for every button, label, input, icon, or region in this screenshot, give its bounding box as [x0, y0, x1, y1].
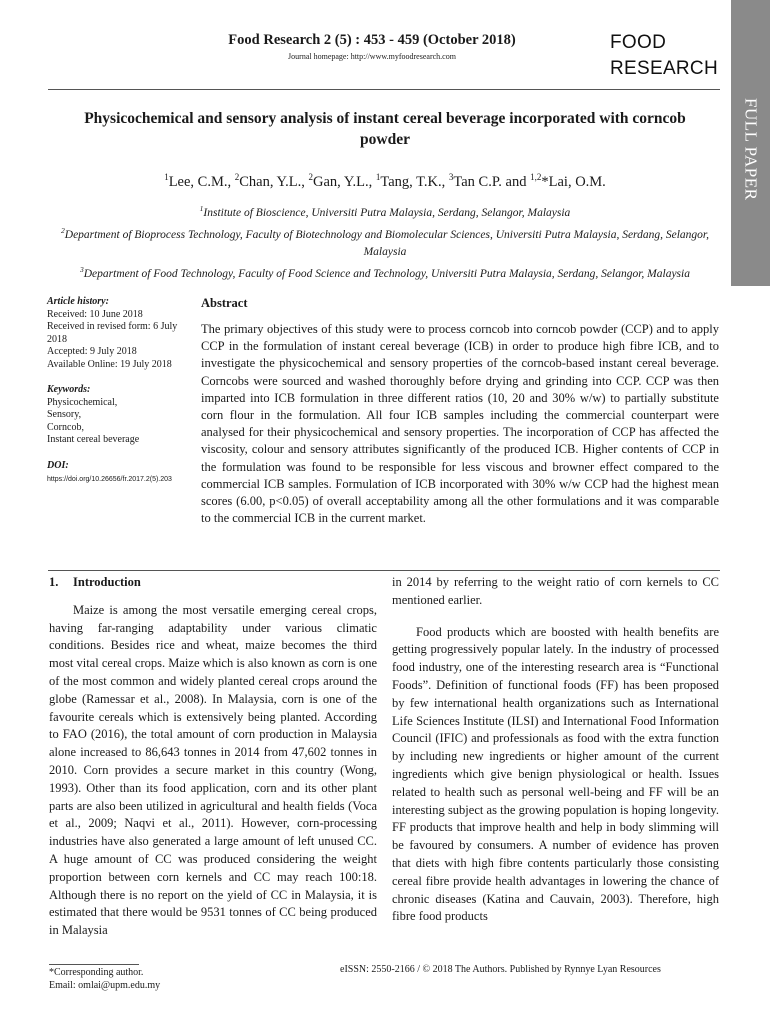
journal-citation: Food Research 2 (5) : 453 - 459 (October 2018)	[228, 32, 516, 48]
logo-line-research: RESEARCH	[610, 58, 718, 79]
author-affiliation-mark: 1,2	[530, 172, 542, 182]
issn-line: eISSN: 2550-2166 / © 2018 The Authors. Published by Rynnye Lyan Resources	[340, 964, 661, 975]
author-affiliation-mark: 2	[308, 172, 314, 182]
section-heading	[49, 574, 377, 592]
section-title: Introduction	[73, 575, 141, 589]
footnote-divider	[49, 964, 139, 965]
side-tab-label: FULL PAPER	[741, 97, 761, 201]
keyword-item: Corncob,	[47, 421, 84, 433]
history-item: Accepted: 9 July 2018	[47, 346, 137, 357]
affiliation-mark: 2	[61, 225, 65, 235]
corresponding-author: *Corresponding author.	[49, 967, 144, 978]
author-list	[40, 172, 730, 191]
author-name: Chan, Y.L.,	[239, 173, 309, 190]
article-info	[47, 296, 197, 487]
author-name: Gan, Y.L.,	[313, 173, 376, 190]
keywords-heading: Keywords:	[47, 384, 91, 395]
paragraph: Maize is among the most versatile emerging cereal crops, having far-ranging adaptability under various climatic conditions. Besides rice and wheat, maize becomes the third most vital cereal crops. Maize which is also known as corn is one of the most common and widely planted cereal crops around the globe (Ramessar et al., 2008). In Malaysia, corn is one of the favourite cereals which is extensively being planted. According to FAO (2016), the total amount of corn production in Malaysia alone increased to 86,643 tonnes in 2014 from 47,602 tonnes in 2010. Corn provides a secure market in this country (Wong, 1993). Other than its food application, corn and its other plant parts are also been utilized in agricultural and health fields (Voca et al., 2009; Naqvi et al., 2011). However, corn-processing industries have also generated a large amount of left unused CC. A huge amount of CC was produced considering the weight proportion between corn kernels and CC may reach 100:18. Although there is no report on the yield of CC in Malaysia, it is estimated that there would be 9531 tonnes of CC being produced in Malaysia	[49, 602, 377, 938]
author-name: Tang, T.K.,	[380, 173, 449, 190]
affiliation-text: Department of Bioprocess Technology, Faculty of Biotechnology and Biomolecular Sciences, Universiti Putra Malaysia, Serdang, Selangor, Malaysia	[64, 228, 709, 258]
author-name: Lee, C.M.,	[168, 173, 235, 190]
keywords	[47, 397, 197, 447]
affiliation-mark: 3	[80, 264, 84, 274]
paper-title: Physicochemical and sensory analysis of instant cereal beverage incorporated with corncob powder	[84, 110, 686, 148]
affiliation-text: Department of Food Technology, Faculty of Food Science and Technology, Universiti Putra Malaysia, Serdang, Selangor, Malaysia	[83, 267, 690, 280]
keyword-item: Instant cereal beverage	[47, 434, 140, 445]
affiliation-mark: 1	[199, 204, 204, 213]
affiliation	[60, 200, 710, 222]
history-item: Available Online: 19 July 2018	[47, 358, 172, 370]
journal-logo	[610, 30, 720, 82]
body-column-left	[49, 574, 377, 950]
abstract-text: The primary objectives of this study were to process corncob into corncob powder (CCP) and to apply CCP in the formulation of instant cereal beverage (ICB) in order to produce high fibre ICB, and to investigate the physicochemical and sensory properties of the corncob-based instant cereal beverage. Corncobs were sourced and washed thoroughly before drying and grinding into CCP. CCP was then imparted into ICB formulation in three different ratios (10, 20 and 30% w/w) to partially substitute corn flour in the formulation. All four ICB samples including the commercial counterpart were analysed for their physicochemical and sensory properties. The incorporation of CCP has affected the viscosity, colour and sensory attributes significantly of the produced ICB. Higher contents of CCP in the formulation was found to be responsible for less viscous and browner effect compared to the commercial ICB samples. Formulation of ICB incorporated with 30% w/w CCP had the highest mean scores (6.00, p<0.05) of overall acceptability among all the other formulations and it was comparable to the commercial ICB in the current market.	[201, 322, 719, 526]
paragraph-continued: in 2014 by referring to the weight ratio of corn kernels to CC mentioned earlier.	[392, 575, 719, 607]
corresponding-email[interactable]: Email: omlai@upm.edu.my	[49, 980, 161, 991]
journal-homepage[interactable]: Journal homepage: http://www.myfoodresearch.com	[288, 52, 456, 61]
author-affiliation-mark: 3	[448, 172, 454, 182]
history-item: Received in revised form: 6 July 2018	[47, 321, 178, 345]
doi-heading: DOI:	[47, 459, 69, 471]
author-name: *Lai, O.M.	[541, 173, 606, 190]
author-affiliation-mark: 1	[375, 172, 381, 182]
body-column-right	[392, 574, 719, 936]
history-item: Received: 10 June 2018	[47, 308, 143, 320]
logo-line-food: FOOD	[610, 32, 667, 53]
article-history	[47, 309, 197, 372]
paragraph: Food products which are boosted with health benefits are getting progressively popular lately. In the industry of processed food industry, one of the interesting research area is “Functional Foods”. Definition of functional foods (FF) has been proposed by few international health organizations such as International Life Sciences Institute (ILSI) and International Food Information Council (IFIC) and professionals as food with the extra function by including new ingredients or higher amount of the current ingredients which give benign physiological or health. Issues related to health such as personal well-being and FF will be an interesting subject as the growing population is hoping longevity. FF products that improve health and help in body slimming will be favoured by consumers. A number of evidence has proven that diets with high fibre contents particularly those consisting cereal fibre provide health advantages in lowering the chance of chronic diseases (Katina and Cauvain, 2003). Therefore, high fibre food products	[392, 624, 719, 924]
keyword-item: Physicochemical,	[47, 396, 118, 408]
author-affiliation-mark: 2	[234, 172, 240, 182]
author-name: Tan C.P. and	[453, 173, 531, 190]
affiliation-list	[60, 200, 710, 282]
author-affiliation-mark: 1	[164, 172, 169, 182]
affiliation-text: Institute of Bioscience, Universiti Putra Malaysia, Serdang, Selangor, Malaysia	[203, 206, 571, 219]
doi-link[interactable]: https://doi.org/10.26656/fr.2017.2(5).203	[47, 476, 172, 483]
affiliation	[60, 222, 710, 261]
article-history-heading: Article history:	[47, 296, 109, 307]
abstract-divider	[48, 570, 720, 571]
section-number: 1.	[49, 575, 59, 589]
affiliation	[60, 261, 710, 283]
header-divider	[48, 89, 720, 90]
abstract-heading: Abstract	[201, 296, 248, 310]
footnote	[49, 966, 160, 992]
keyword-item: Sensory,	[47, 409, 82, 420]
